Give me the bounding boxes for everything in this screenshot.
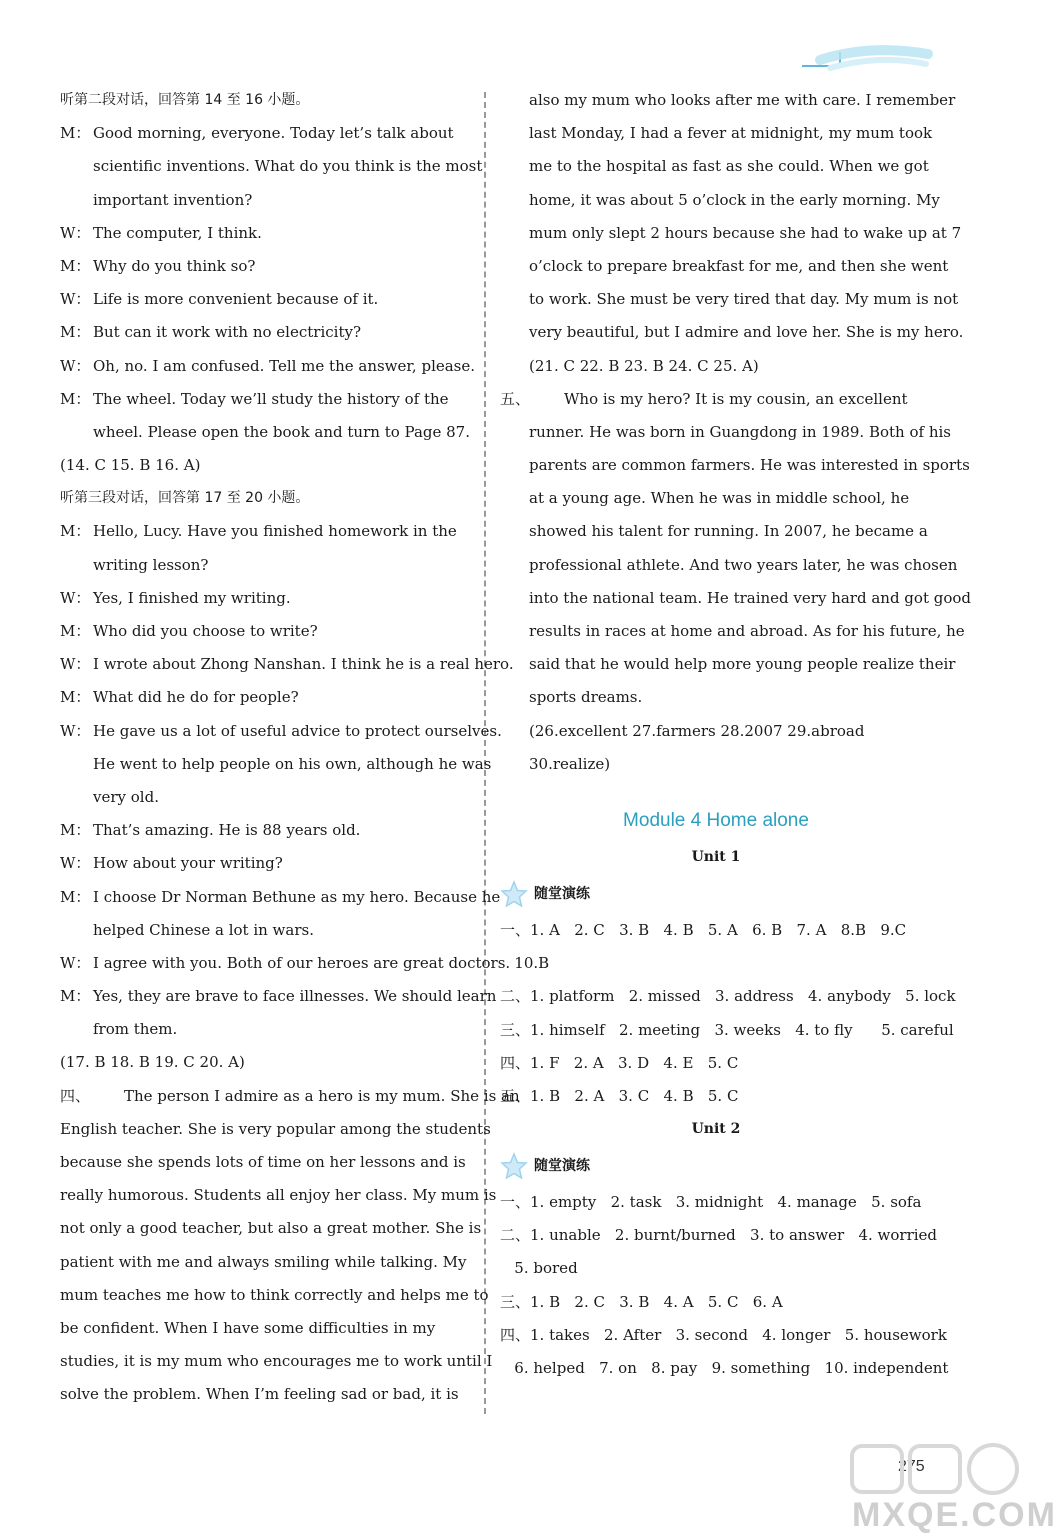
line-text: to work. She must be very tired that day. My mum is not [529, 290, 959, 309]
answer-line: 10.B [500, 954, 550, 973]
dialogue-line [60, 947, 511, 980]
speaker-mark: W： [60, 290, 91, 309]
answer-line: 五、1. B 2. A 3. C 4. B 5. C [500, 1086, 739, 1105]
dialogue-line [60, 980, 497, 1013]
answer-line: 一、1. A 2. C 3. B 4. B 5. A 6. B 7. A 8.B 9.C [500, 920, 907, 939]
line-text: I agree with you. Both of our heroes are great doctors. [93, 953, 511, 972]
text-line [500, 648, 956, 681]
line-text: Yes, I finished my writing. [93, 588, 291, 607]
line-text: The person I admire as a hero is my mum. She is an [124, 1086, 520, 1105]
line-text: at a young age. When he was in middle school, he [529, 489, 910, 508]
text-line [500, 283, 959, 316]
star-icon [500, 880, 528, 908]
text-line [500, 748, 932, 781]
speaker-mark: W： [60, 588, 91, 607]
text-line [500, 117, 932, 150]
dialogue-continuation [60, 914, 470, 947]
line-text: That’s amazing. He is 88 years old. [93, 821, 361, 840]
answer-line: 5. bored [500, 1259, 578, 1278]
line-text: Who is my hero? It is my cousin, an excellent [564, 389, 908, 408]
speaker-mark: M： [60, 323, 91, 342]
dialogue-line [60, 350, 476, 383]
line-text: But can it work with no electricity? [93, 323, 361, 342]
text-line [500, 582, 972, 615]
answer-line: 三、1. B 2. C 3. B 4. A 5. C 6. A [500, 1292, 783, 1311]
dialogue-line [60, 217, 470, 250]
dialogue-continuation [60, 416, 470, 449]
dialogue-line [60, 383, 470, 416]
section-instruction [60, 84, 470, 117]
line-text: sports dreams. [529, 688, 643, 707]
line-text: studies, it is my mum who encourages me to work until I [60, 1352, 493, 1371]
line-text: helped Chinese a lot in wars. [93, 920, 314, 939]
line-text: patient with me and always smiling while talking. My [60, 1252, 467, 1271]
text-line [500, 549, 958, 582]
module-title: Module 4 Home alone [623, 809, 809, 831]
line-text: showed his talent for running. In 2007, he became a [529, 522, 928, 541]
text-line [60, 1046, 470, 1079]
line-text: very old. [93, 787, 159, 806]
line-text: (26.excellent 27.farmers 28.2007 29.abroad [529, 721, 865, 740]
speaker-mark: W： [60, 721, 91, 740]
line-text: home, it was about 5 o’clock in the early morning. My [529, 190, 940, 209]
speaker-mark: M： [60, 389, 91, 408]
text-line [60, 1212, 482, 1245]
text-line [60, 1312, 470, 1345]
unit2-answers [500, 1186, 949, 1385]
dialogue-line [60, 283, 470, 316]
line-text: (14. C 15. B 16. A) [60, 456, 201, 475]
dialogue-line [60, 681, 470, 714]
answer-line: 一、1. empty 2. task 3. midnight 4. manage 5. sofa [500, 1193, 922, 1212]
line-text: English teacher. She is very popular among the students [60, 1119, 491, 1138]
unit1-answers [500, 914, 956, 1113]
text-line [500, 715, 932, 748]
instruction-text: 听第三段对话，回答第 17 至 20 小题。 [60, 490, 310, 507]
line-text: (17. B 18. B 19. C 20. A) [60, 1053, 245, 1072]
line-text: parents are common farmers. He was interested in sports [529, 456, 970, 475]
line-text: wheel. Please open the book and turn to Page 87. [93, 422, 470, 441]
speaker-mark: W： [60, 356, 91, 375]
line-text: The wheel. Today we’ll study the history of the [93, 389, 449, 408]
text-line [60, 449, 470, 482]
unit1-section-heading: 随堂演练 [500, 874, 932, 914]
line-text: important invention? [93, 190, 253, 209]
line-text: Life is more convenient because of it. [93, 290, 379, 309]
dialogue-continuation [60, 1013, 470, 1046]
answer-line: 四、1. F 2. A 3. D 4. E 5. C [500, 1053, 739, 1072]
line-text: Good morning, everyone. Today let’s talk about [93, 124, 454, 143]
text-line [500, 482, 932, 515]
line-text: last Monday, I had a fever at midnight, my mum took [529, 124, 933, 143]
dialogue-continuation [60, 184, 470, 217]
line-text: me to the hospital as fast as she could. When we got [529, 157, 929, 176]
answer-line: 四、1. takes 2. After 3. second 4. longer 5. housework [500, 1325, 947, 1344]
speaker-mark: M： [60, 522, 91, 541]
text-line [500, 681, 932, 714]
line-text: 30.realize) [529, 754, 611, 773]
line-text: Who did you choose to write? [93, 622, 318, 640]
text-line [500, 316, 964, 349]
line-text: very beautiful, but I admire and love her. She is my hero. [529, 323, 964, 342]
speaker-mark: W： [60, 953, 91, 972]
line-text: solve the problem. When I’m feeling sad or bad, it is [60, 1385, 459, 1404]
line-text: said that he would help more young people realize their [529, 655, 956, 674]
line-text: writing lesson? [93, 555, 209, 574]
text-line [60, 1279, 489, 1312]
essay-start-line [60, 1080, 520, 1113]
page-number: 275 [898, 1458, 925, 1475]
line-text: into the national team. He trained very hard and got good [529, 588, 972, 607]
dialogue-line [60, 881, 501, 914]
line-text: I wrote about Zhong Nanshan. I think he is a real hero. [93, 655, 514, 674]
watermark-text: MXQE.COM [852, 1496, 1057, 1534]
unit2-title: Unit 2 [691, 1121, 741, 1138]
line-text: Yes, they are brave to face illnesses. We should learn [93, 987, 497, 1006]
line-text: results in races at home and abroad. As for his future, he [529, 622, 965, 640]
line-text: mum teaches me how to think correctly and helps me to [60, 1285, 489, 1304]
unit1-title: Unit 1 [691, 848, 741, 865]
answer-line: 二、1. platform 2. missed 3. address 4. anybody 5. lock [500, 987, 956, 1006]
right-column [500, 84, 972, 1385]
speaker-mark: M： [60, 987, 91, 1006]
section-instruction [60, 482, 470, 515]
line-text: I choose Dr Norman Bethune as my hero. Because he [93, 887, 501, 906]
speaker-mark: W： [60, 854, 91, 873]
dialogue-continuation [60, 748, 492, 781]
essay-start-line [500, 383, 932, 416]
star-icon [500, 1152, 528, 1180]
dialogue-line [60, 250, 470, 283]
line-text: not only a good teacher, but also a great mother. She is [60, 1219, 482, 1238]
line-text: also my mum who looks after me with care. I remember [529, 91, 956, 109]
dialogue-continuation [60, 150, 483, 183]
text-line [500, 515, 932, 548]
line-text: really humorous. Students all enjoy her class. My mum is [60, 1186, 497, 1205]
text-line [60, 1378, 470, 1411]
line-text: He gave us a lot of useful advice to protect ourselves. [93, 721, 502, 740]
text-line [500, 84, 956, 117]
line-text: because she spends lots of time on her lessons and is [60, 1153, 466, 1171]
speaker-mark: 五、 [500, 389, 531, 408]
text-line [60, 1246, 470, 1279]
speaker-mark: W： [60, 655, 91, 674]
line-text: be confident. When I have some difficulties in my [60, 1318, 436, 1337]
dialogue-line [60, 316, 470, 349]
text-line [500, 350, 932, 383]
dialogue-line [60, 814, 470, 847]
dialogue-continuation [60, 781, 470, 814]
dialogue-line [60, 582, 470, 615]
line-text: How about your writing? [93, 854, 283, 873]
speaker-mark: M： [60, 887, 91, 906]
line-text: professional athlete. And two years later, he was chosen [529, 555, 958, 574]
line-text: Why do you think so? [93, 256, 256, 275]
line-text: He went to help people on his own, although he was [93, 754, 492, 773]
text-line [60, 1113, 491, 1146]
dialogue-line [60, 715, 502, 748]
speaker-mark: 四、 [60, 1086, 91, 1105]
text-line [60, 1345, 493, 1378]
line-text: runner. He was born in Guangdong in 1989. Both of his [529, 422, 951, 441]
speaker-mark: W： [60, 223, 91, 242]
dialogue-line [60, 648, 514, 681]
essay-continuation [500, 84, 972, 781]
speaker-mark: M： [60, 821, 91, 840]
text-line [500, 250, 949, 283]
text-line [500, 416, 951, 449]
text-line [60, 1146, 470, 1179]
speaker-mark: M： [60, 256, 91, 275]
header-decoration [800, 42, 930, 72]
speaker-mark: M： [60, 622, 91, 640]
left-column [60, 84, 520, 1412]
line-text: scientific inventions. What do you think is the most [93, 157, 483, 176]
text-line [500, 217, 962, 250]
dialogue-continuation [60, 549, 470, 582]
line-text: o’clock to prepare breakfast for me, and then she went [529, 256, 949, 275]
answer-line: 二、1. unable 2. burnt/burned 3. to answer 4. worried [500, 1226, 938, 1245]
line-text: (21. C 22. B 23. B 24. C 25. A) [529, 356, 759, 375]
text-line [500, 449, 970, 482]
dialogue-line [60, 847, 470, 880]
dialogue-line [60, 615, 470, 648]
speaker-mark: M： [60, 124, 91, 143]
text-line [60, 1179, 497, 1212]
unit2-section-heading: 随堂演练 [500, 1146, 932, 1186]
dialogue-line [60, 515, 470, 548]
dialogue-line [60, 117, 470, 150]
instruction-text: 听第二段对话，回答第 14 至 16 小题。 [60, 92, 310, 108]
line-text: from them. [93, 1020, 178, 1039]
text-line [500, 615, 965, 648]
speaker-mark: M： [60, 688, 91, 707]
answer-line: 三、1. himself 2. meeting 3. weeks 4. to fly 5. careful [500, 1020, 954, 1039]
line-text: Oh, no. I am confused. Tell me the answer, please. [93, 356, 476, 375]
line-text: mum only slept 2 hours because she had to wake up at 7 [529, 223, 962, 242]
text-line [500, 184, 940, 217]
line-text: What did he do for people? [93, 688, 299, 707]
text-line [500, 150, 932, 183]
line-text: Hello, Lucy. Have you finished homework in the [93, 522, 457, 541]
answer-line: 6. helped 7. on 8. pay 9. something 10. independent [500, 1359, 949, 1377]
line-text: The computer, I think. [93, 223, 262, 242]
